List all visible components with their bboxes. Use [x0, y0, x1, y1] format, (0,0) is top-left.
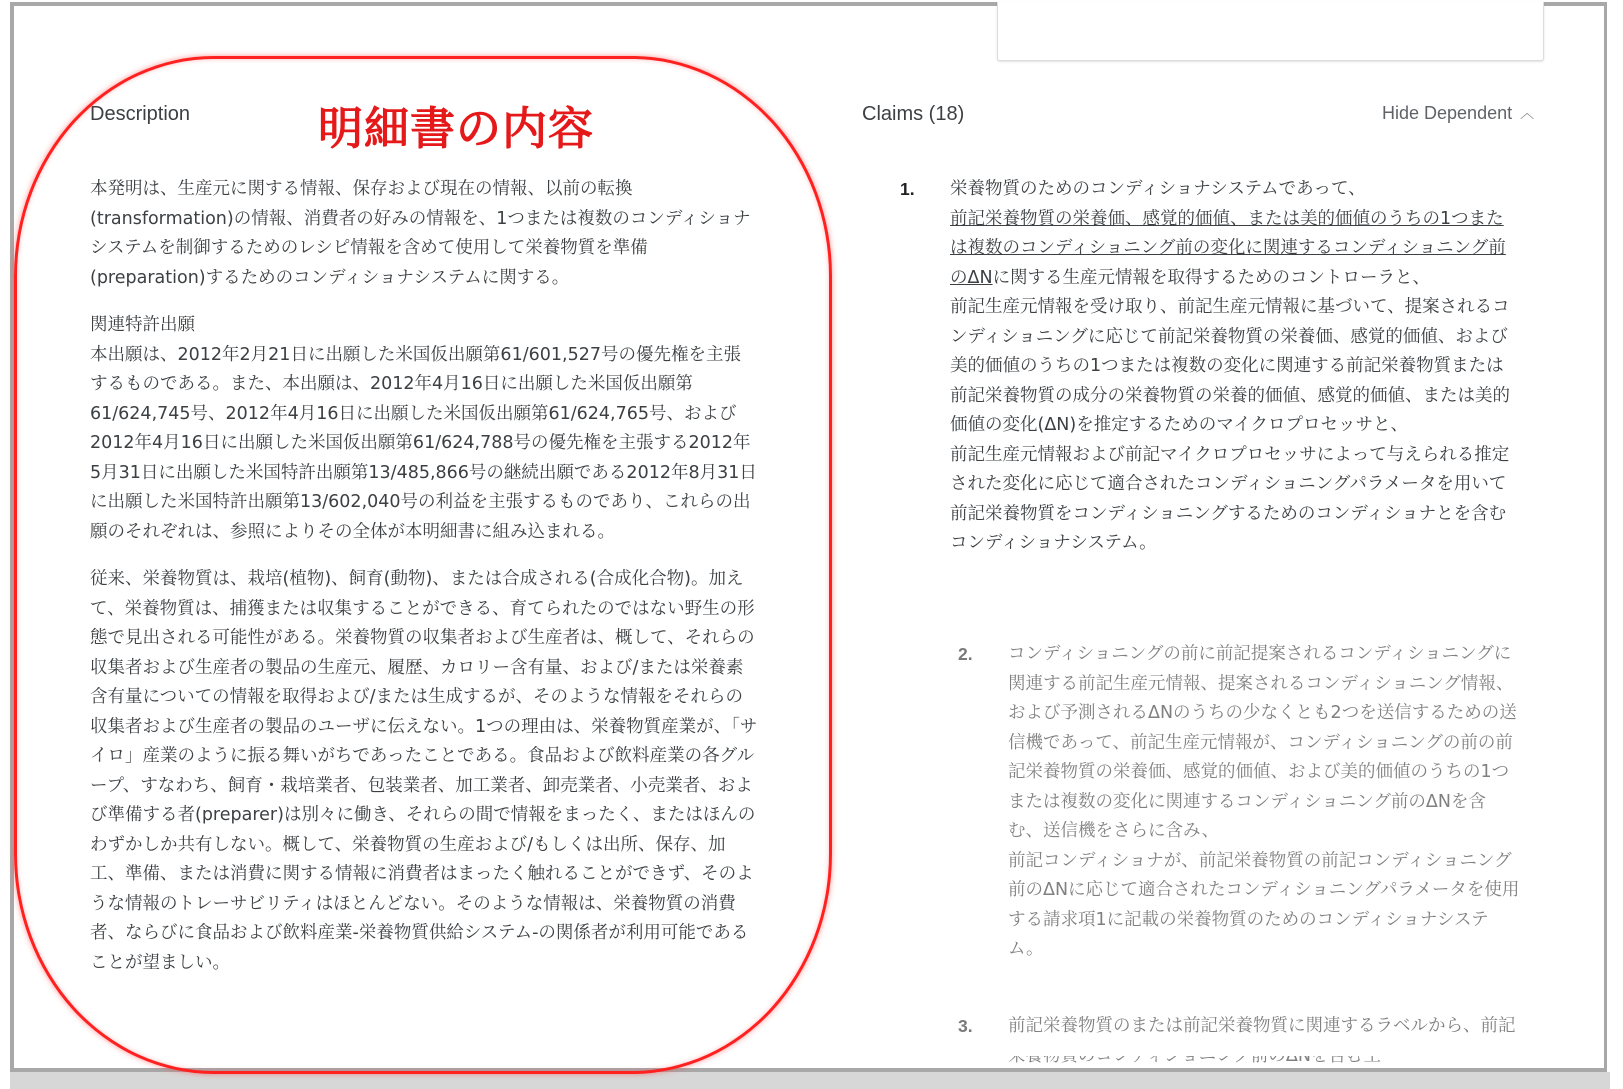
description-paragraph: 本発明は、生産元に関する情報、保存および現在の情報、以前の転換(transformation)の情報、消費者の好みの情報を、1つまたは複数のコンディショナシステムを制御するためのレシピ情報を含めて使用して栄養物質を準備(preparation)するためのコンディショナシステムに関する。 [90, 179, 751, 288]
claim-number: 3. [958, 1016, 973, 1036]
hide-dependent-label: Hide Dependent [1382, 103, 1513, 123]
claim-number: 1. [900, 179, 915, 199]
description-paragraph: 本出願は、2012年2月21日に出願した米国仮出願第61/601,527号の優先権を主張するものである。また、本出願は、2012年4月16日に出願した米国仮出願第61/624,745号、2012年4月16日に出願した米国仮出願第61/624,765号、および2012年4月16日に出願した米国仮出願第61/624,788号の優先権を主張する2012年5月31日に出願した米国特許出願第13/485,866号の継続出願である2012年8月31日に出願した米国特許出願第13/602,040号の利益を主張するものであり、これらの出願のそれぞれは、参照によりその全体が本明細書に組み込まれる。 [90, 344, 757, 542]
chevron-up-icon: ︿ [1520, 105, 1535, 121]
description-paragraph: 従来、栄養物質は、栽培(植物)、飼育(動物)、または合成される(合成化合物)。加えて、栄養物質は、捕獲または収集することができる、育てられたのではない野生の形態で見出される可能性がある。栄養物質の収集者および生産者は、概して、それらの収集者および生産者の製品の生産元、履歴、カロリー含有量、および/または栄養素含有量についての情報を取得および/または生成するが、そのような情報をそれらの収集者および生産者の製品のユーザに伝えない。1つの理由は、栄養物質産業が、「サイロ」産業のように振る舞いがちであったことである。食品および飲料産業の各グループ、すなわち、飼育・栽培業者、包装業者、加工業者、卸売業者、小売業者、および準備する者(preparer)は別々に働き、それらの間で情報をまったく、またはほんのわずかしか共有しない。概して、栄養物質の生産および/もしくは出所、保存、加工、準備、または消費に関する情報に消費者はまったく触れることができず、そのような情報のトレーサビリティはほとんどない。そのような情報は、栄養物質の消費者、ならびに食品および飲料産業-栄養物質供給システム-の関係者が利用可能であることが望ましい。 [90, 569, 758, 973]
claim-3 [958, 1012, 1520, 1052]
claim-underlined-text: 前記栄養物質の栄養価、感覚的価値、または美的価値のうちの1つまたは複数のコンディショニング前の変化に関連するコンディショニング前のΔN [950, 208, 1506, 288]
claim-text: 前記生産元情報および前記マイクロプロセッサによって与えられる推定された変化に応じて適合されたコンディショニングパラメータを用いて前記栄養物質をコンディショニングするためのコンディショナとを含むコンディショナシステム。 [950, 444, 1510, 553]
claim-text: コンディショニングの前に前記提案されるコンディショニングに関連する前記生産元情報、提案されるコンディショニング情報、および予測されるΔNのうちの少なくとも2つを送信するための送信機であって、前記生産元情報が、コンディショニングの前の前記栄養物質の栄養価、感覚的価値、および美的価値のうちの1つまたは複数の変化に関連するコンディショニング前のΔNを含む、送信機をさらに含み、 [1008, 644, 1517, 841]
claim-text: 前記コンディショナが、前記栄養物質の前記コンディショニング前のΔNに応じて適合されたコンディショニングパラメータを使用する請求項1に記載の栄養物質のためのコンディショナシステム。 [1008, 850, 1520, 959]
frame-shadow [10, 1072, 1610, 1089]
claim-text: 前記栄養物質のまたは前記栄養物質に関連するラベルから、前記 [1008, 1016, 1516, 1036]
clip-fade [1008, 1042, 1520, 1056]
claims-heading: Claims (18) [862, 103, 965, 125]
claim-number: 2. [958, 644, 973, 664]
hide-dependent-button[interactable] [1382, 103, 1534, 124]
claim-text: 前記生産元情報を受け取り、前記生産元情報に基づいて、提案されるコンディショニングに応じて前記栄養物質の栄養価、感覚的価値、および美的価値のうちの1つまたは複数の変化に関連する前記栄養物質または前記栄養物質の成分の栄養物質の栄養的価値、感覚的価値、または美的価値の変化(ΔN)を推定するためのマイクロプロセッサと、 [950, 297, 1510, 435]
claim-text: 栄養物質のためのコンディショナシステムであって、 [950, 179, 1366, 199]
claim-1 [900, 175, 1520, 559]
claim-2 [958, 640, 1520, 965]
annotation-title: 明細書の内容 [318, 102, 595, 155]
claim-text [950, 205, 1520, 294]
related-applications-heading: 関連特許出願 [90, 315, 195, 335]
description-body [90, 175, 758, 996]
claim-text-continuation: に関する生産元情報を取得するためのコントローラと、 [992, 267, 1431, 288]
search-box[interactable] [997, 2, 1544, 61]
description-heading: Description [90, 103, 191, 125]
